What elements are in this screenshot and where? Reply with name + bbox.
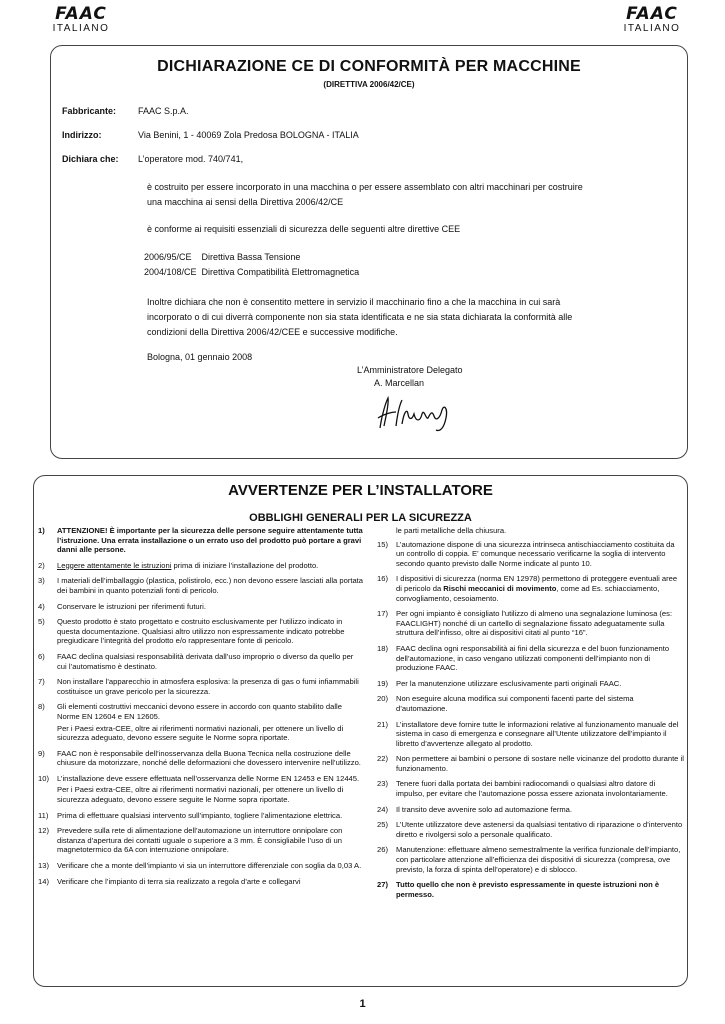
list-item: 24) Il transito deve avvenire solo ad automazione ferma. bbox=[377, 804, 573, 814]
list-item: 13) Verificare che a monte dell’impianto vi sia un interruttore differenziale con soglia da 0,03 A. bbox=[38, 861, 362, 871]
list-item: 9) FAAC non è responsabile dell’inosservanza della Buona Tecnica nella costruzione delle chiusure da motorizzare, nonché delle deformazioni che dovessero intervenire nell’utilizzo. bbox=[38, 748, 361, 768]
declaration-paragraph-3: Inoltre dichiara che non è consentito mettere in servizio il macchinario fino a che la macchina in cui sarà incorporato o di cui diverrà componente non sia stata identificata e ne sia stata dichiarata la conformità alle condizioni della Direttiva 2006/42/CEE e successive modifiche. bbox=[147, 297, 573, 337]
list-item: 10) L’installazione deve essere effettuata nell’osservanza delle Norme EN 12453 e EN 12445. bbox=[38, 773, 360, 783]
list-item: 15) L’automazione dispone di una sicurezza intrinseca antischiacciamento costituita da un controllo di coppia. E’ comunque necessario verificarne la soglia di intervento secondo quanto previsto dalle Norme indicate al punto 10. bbox=[377, 539, 675, 568]
list-item: 22) Non permettere ai bambini o persone di sostare nelle vicinanze del prodotto durante il funzionamento. bbox=[377, 754, 684, 773]
declaration-paragraph-1: è costruito per essere incorporato in una macchina o per essere assemblato con altri macchinari per costruire una macchina ai sensi della Direttiva 2006/42/CE bbox=[147, 182, 583, 207]
logo-language: ITALIANO bbox=[623, 23, 681, 34]
list-item: 7) Non installare l’apparecchio in atmosfera esplosiva: la presenza di gas o fumi infiammabili costituisce un grave pericolo per la sicurezza. bbox=[38, 677, 359, 696]
directive-emc: 2004/108/CE Direttiva Compatibilità Elettromagnetica bbox=[144, 267, 360, 277]
declaration-box bbox=[50, 45, 688, 459]
warnings-title: AVVERTENZE PER L’INSTALLATORE bbox=[228, 482, 493, 499]
signer-name: A. Marcellan bbox=[374, 378, 425, 388]
list-item: 12) Prevedere sulla rete di alimentazione dell’automazione un interruttore onnipolare con distanza d’apertura dei contatti uguale o superiore a 3 mm. È consigliabile l’uso di un magnetotermico da 6A con interruzione onnipolare. bbox=[38, 826, 343, 855]
address-value: Via Benini, 1 - 40069 Zola Predosa BOLOGNA - ITALIA bbox=[138, 130, 359, 140]
declaration-title: DICHIARAZIONE CE DI CONFORMITÀ PER MACCHINE bbox=[157, 58, 581, 75]
list-item: 2) Leggere attentamente le istruzioni prima di iniziare l’installazione del prodotto. bbox=[38, 560, 319, 570]
manufacturer-label: Fabbricante: bbox=[62, 106, 117, 116]
directive-low-voltage: 2006/95/CE Direttiva Bassa Tensione bbox=[144, 252, 301, 262]
signer-role: L’Amministratore Delegato bbox=[357, 365, 463, 375]
list-item: 23) Tenere fuori dalla portata dei bambini radiocomandi o qualsiasi altro datore di impulso, per evitare che l’automazione possa essere azionata involontariamente. bbox=[377, 779, 668, 799]
list-item: 17) Per ogni impianto è consigliato l’utilizzo di almeno una segnalazione luminosa (es: FAACLIGHT) nonché di un cartello di segnalazione fissato adeguatamente sulla struttura dell’infisso, oltre ai dispositivi citati al punto “16”. bbox=[377, 609, 673, 638]
installer-warnings-box bbox=[33, 475, 688, 987]
list-item-continuation: le parti metalliche della chiusura. bbox=[396, 526, 507, 535]
declaration-paragraph-2: è conforme ai requisiti essenziali di sicurezza delle seguenti altre direttive CEE bbox=[147, 224, 461, 234]
list-item: 26) Manutenzione: effettuare almeno semestralmente la verifica funzionale dell’impianto, con particolare attenzione all’efficienza dei dispositivi di sicurezza (compresa, ove previsto, la forza di spinta dell’operatore) e di sblocco. bbox=[377, 845, 681, 874]
list-item: 6) FAAC declina qualsiasi responsabilità derivata dall’uso improprio o diverso da quello per cui l’automatismo è destinato. bbox=[38, 651, 354, 671]
list-item: 5) Questo prodotto è stato progettato e costruito esclusivamente per l’utilizzo indicato in questa documentazione. Qualsiasi altro utilizzo non espressamente indicato potrebbe pregiudicare l’integrità del prodotto e/o rappresentare fonte di pericolo. bbox=[38, 617, 345, 646]
address-label: Indirizzo: bbox=[62, 130, 102, 140]
logo-mark: FAAC bbox=[55, 4, 107, 24]
list-item-note: Per i Paesi extra-CEE, oltre ai riferimenti normativi nazionali, per ottenere un livello di sicurezza adeguato, devono essere seguite le Norme sopra riportate. bbox=[57, 785, 344, 805]
list-item-note: Per i Paesi extra-CEE, oltre ai riferimenti normativi nazionali, per ottenere un livello di sicurezza adeguato, devono essere seguite le Norme sopra riportate. bbox=[57, 723, 344, 743]
list-item: 14) Verificare che l’impianto di terra sia realizzato a regola d’arte e collegarvi bbox=[38, 876, 301, 886]
declares-label: Dichiara che: bbox=[62, 154, 119, 164]
list-item: 1) ATTENZIONE! È importante per la sicurezza delle persone seguire attentamente tutta l’istruzione. Una errata installazione o un errato uso del prodotto può portare a gravi danni alle persone. bbox=[38, 526, 363, 555]
list-item: 4) Conservare le istruzioni per riferimenti futuri. bbox=[38, 601, 206, 611]
declares-value: L’operatore mod. 740/741, bbox=[138, 154, 244, 164]
manufacturer-value: FAAC S.p.A. bbox=[138, 106, 189, 116]
logo-mark: FAAC bbox=[626, 4, 678, 24]
warnings-right-column bbox=[377, 526, 684, 905]
list-item: 11) Prima di effettuare qualsiasi intervento sull’impianto, togliere l’alimentazione elettrica. bbox=[38, 810, 343, 820]
faac-logo-left bbox=[36, 6, 126, 34]
list-item: 16) I dispositivi di sicurezza (norma EN 12978) permettono di proteggere eventuali aree di pericolo da Rischi meccanici di movimento, come ad Es. schiacciamento, convogliamento, cesoiamento. bbox=[377, 574, 678, 603]
list-item: 18) FAAC declina ogni responsabilità ai fini della sicurezza e del buon funzionamento dell’automazione, in caso vengano utilizzati componenti dell’impianto non di produzione FAAC. bbox=[377, 643, 670, 673]
list-item: 8) Gli elementi costruttivi meccanici devono essere in accordo con quanto stabilito dalle Norme EN 12604 e EN 12605. bbox=[38, 702, 342, 721]
place-date: Bologna, 01 gennaio 2008 bbox=[147, 352, 253, 362]
faac-logo-right bbox=[607, 6, 697, 34]
signature-image bbox=[374, 392, 456, 434]
warnings-subtitle: OBBLIGHI GENERALI PER LA SICUREZZA bbox=[249, 512, 472, 524]
list-item: 20) Non eseguire alcuna modifica sui componenti facenti parte del sistema d’automazione. bbox=[377, 694, 634, 713]
list-item: 21) L’installatore deve fornire tutte le informazioni relative al funzionamento manuale del sistema in caso di emergenza e consegnare all’Utente utilizzatore dell’impianto il libretto d’avvertenze allegato al prodotto. bbox=[377, 719, 679, 748]
list-item: 25) L’Utente utilizzatore deve astenersi da qualsiasi tentativo di riparazione o d’intervento diretto e rivolgersi solo a personale qualificato. bbox=[377, 820, 683, 839]
logo-language: ITALIANO bbox=[52, 23, 110, 34]
warnings-left-column bbox=[38, 526, 364, 892]
declaration-subtitle: (DIRETTIVA 2006/42/CE) bbox=[323, 80, 415, 89]
list-item: 3) I materiali dell’imballaggio (plastica, polistirolo, ecc.) non devono essere lasciati alla portata dei bambini in quanto potenziali fonti di pericolo. bbox=[38, 576, 364, 595]
page-number: 1 bbox=[359, 998, 366, 1010]
directive-list bbox=[144, 250, 359, 280]
list-item: 19) Per la manutenzione utilizzare esclusivamente parti originali FAAC. bbox=[377, 678, 622, 688]
list-item: 27) Tutto quello che non è previsto espressamente in queste istruzioni non è permesso. bbox=[377, 880, 660, 899]
